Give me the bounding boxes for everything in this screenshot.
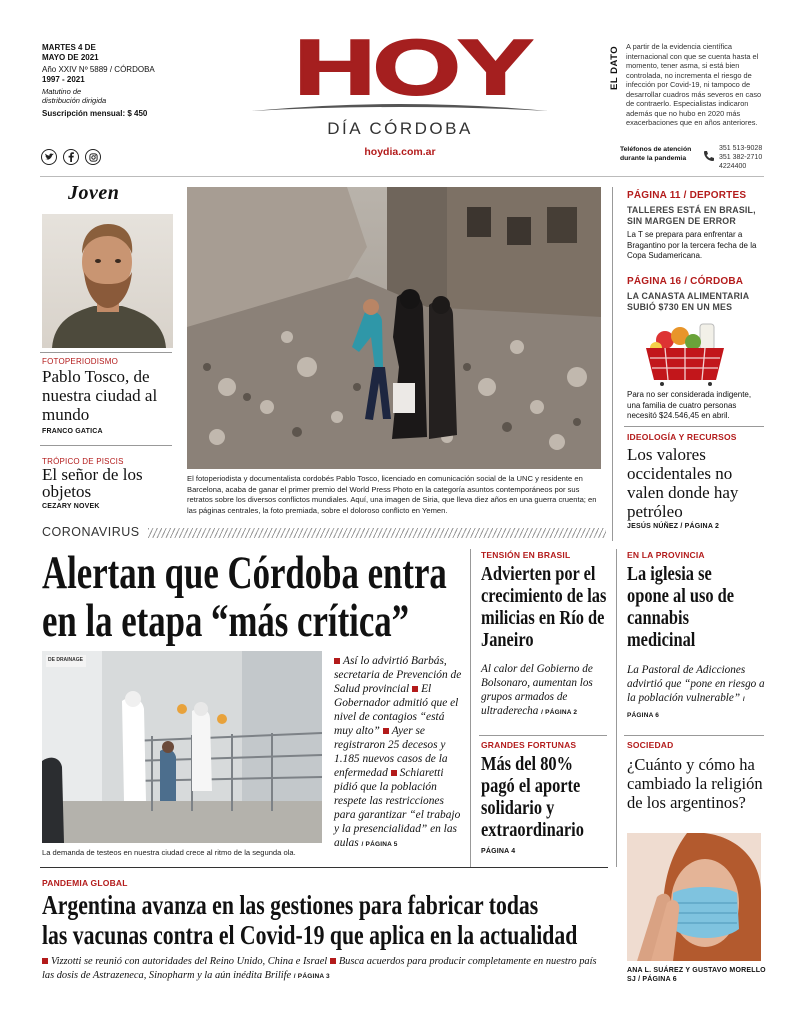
phone-number: 351 382-2710 xyxy=(719,153,763,161)
story-text-body: Al calor del Gobierno de Bolsonaro, aumentan los grupos armados de ultraderecha xyxy=(481,663,593,717)
el-dato-text: A partir de la evidencia científica internacional con que se cuenta hasta el momento, tener asma, si está bien controlada, no incrementa el riesgo de infección por Covid-19, ni tampoco de desarrollar cuadros más severos en caso de contraerlo. Especialistas indicaron además que no hubo en 2020 más exacerbaciones que en años anteriores. xyxy=(626,42,762,127)
logo-swoosh xyxy=(250,99,550,119)
bottom-body xyxy=(42,955,602,984)
lead-body-item: El Gobernador admitió que el nivel de contagios “está muy alto” xyxy=(334,683,459,737)
edition-number: Año XXIV Nº 5889 / CÓRDOBA xyxy=(42,65,155,74)
page-ref: / PÁGINA 5 xyxy=(361,841,398,848)
story-title[interactable]: ¿Cuánto y cómo ha cambiado la religión de los argentinos? xyxy=(627,755,763,812)
story-title-text: La iglesia se opone al uso de cannabis medicinal xyxy=(627,563,735,651)
edition-years: 1997 - 2021 xyxy=(42,74,85,84)
story-title[interactable]: El señor de los objetos xyxy=(42,465,143,501)
bottom-headline[interactable] xyxy=(42,890,577,950)
column-divider xyxy=(479,735,607,736)
column-divider xyxy=(624,735,764,736)
lead-photo-sign: DE DRAINAGE xyxy=(48,657,84,663)
instagram-icon[interactable] xyxy=(85,149,101,165)
story-author: ANA L. SUÁREZ Y GUSTAVO MORELLO SJ / PÁGINA 6 xyxy=(627,967,766,983)
story-title[interactable] xyxy=(481,563,611,651)
story-title[interactable]: Pablo Tosco, de nuestra ciudad al mundo xyxy=(42,367,158,424)
author-portrait xyxy=(42,214,173,348)
story-kicker: SOCIEDAD xyxy=(627,740,674,750)
story-author: FRANCO GATICA xyxy=(42,428,103,435)
website-link[interactable]: hoydia.com.ar xyxy=(364,146,436,158)
date-block xyxy=(42,43,172,119)
story-title[interactable] xyxy=(627,563,750,651)
lead-body xyxy=(334,654,462,852)
subscription-price: Suscripción mensual: $ 450 xyxy=(42,109,148,118)
bullet-square xyxy=(383,728,389,734)
page-ref: / PÁGINA 2 xyxy=(541,709,578,716)
masthead-subtitle: DÍA CÓRDOBA xyxy=(327,119,473,138)
bottom-body-item: Busca acuerdos para producir completamente en nuestro país las dosis de Astrazeneca, Sinopharm y la aún inédita Brilife xyxy=(42,956,597,981)
page-ref: / PÁGINA 3 xyxy=(293,973,330,980)
story-kicker: TRÓPICO DE PISCIS xyxy=(42,457,124,466)
mask-prayer-image xyxy=(627,833,761,961)
page-ref: / PÁGINA 6 xyxy=(627,696,745,719)
bottom-divider xyxy=(40,867,608,868)
lead-headline-line: en la etapa “más crítica” xyxy=(42,595,410,647)
phone-icon xyxy=(703,149,715,167)
phones-label: Teléfonos de atención durante la pandemia xyxy=(620,146,692,162)
main-photo xyxy=(187,187,601,469)
page-ref: PÁGINA 4 xyxy=(481,848,516,855)
bottom-body-item: Vizzotti se reunió con autoridades del Reino Unido, China e Israel xyxy=(51,956,328,967)
main-photo-caption: El fotoperiodista y documentalista cordobés Pablo Tosco, licenciado en comunicación social de la UNC y residente en Barcelona, acaba de ganar el primer premio del World Press Photo en la categoría asuntos contemporáneos por sus retratos sobre los diversos conflictos mundiales. Aquí, una imagen de Siria, que lleva diez años en una guerra cruenta; en las páginas centrales, la foto premiada, sobre el doloroso conflicto en Yemen. xyxy=(187,474,597,515)
story-title[interactable] xyxy=(481,753,611,841)
story-kicker: PÁGINA 16 / CÓRDOBA xyxy=(627,276,744,287)
facebook-icon[interactable] xyxy=(63,149,79,165)
date-line-2: MAYO DE 2021 xyxy=(42,52,99,62)
sidebar-divider xyxy=(40,352,172,353)
joven-column-title: Joven xyxy=(68,182,120,204)
bullet-square xyxy=(412,686,418,692)
lead-headline-line: Alertan que Córdoba entra xyxy=(42,547,447,599)
story-title[interactable]: LA CANASTA ALIMENTARIA SUBIÓ $730 EN UN MES xyxy=(627,291,750,312)
photo-right-rule xyxy=(612,187,613,541)
story-text-body: La Pastoral de Adicciones advirtió que “pone en riesgo a la población vulnerable” xyxy=(627,664,765,704)
story-kicker: TENSIÓN EN BRASIL xyxy=(481,550,571,560)
story-kicker: IDEOLOGÍA Y RECURSOS xyxy=(627,432,737,442)
section-label: CORONAVIRUS xyxy=(42,525,140,539)
story-title-text: Advierten por el crecimiento de las milicias en Río de Janeiro xyxy=(481,563,607,651)
story-text: Para no ser considerada indigente, una familia de cuatro personas necesitó $24.546,45 en abril. xyxy=(627,390,752,420)
bullet-square xyxy=(334,658,340,664)
story-text: La T se prepara para enfrentar a Bragantino por la tercera fecha de la Copa Sudamericana. xyxy=(627,230,757,260)
lead-photo-caption: La demanda de testeos en nuestra ciudad crece al ritmo de la segunda ola. xyxy=(42,848,296,857)
story-title[interactable]: Los valores occidentales no valen donde hay petróleo xyxy=(627,445,739,521)
social-links xyxy=(41,149,101,165)
column-rule xyxy=(470,549,471,867)
story-kicker: GRANDES FORTUNAS xyxy=(481,740,577,750)
lead-body-item: Ayer se registraron 25 decesos y 1.185 nuevos casos de la enfermedad xyxy=(334,725,448,779)
story-author: CEZARY NOVEK xyxy=(42,503,100,510)
grocery-basket-image xyxy=(640,318,730,386)
el-dato-label: EL DATO xyxy=(609,45,620,90)
bullet-square xyxy=(42,958,48,964)
story-kicker: PANDEMIA GLOBAL xyxy=(42,878,128,888)
story-title-text: Más del 80% pagó el aporte solidario y extraordinario xyxy=(481,753,584,841)
bottom-headline-line: Argentina avanza en las gestiones para fabricar todas xyxy=(42,889,539,920)
story-text xyxy=(627,663,767,723)
bullet-square xyxy=(391,770,397,776)
story-text xyxy=(481,662,609,720)
phone-number: 4224400 xyxy=(719,162,747,170)
phone-numbers xyxy=(719,145,762,171)
story-title[interactable]: TALLERES ESTÁ EN BRASIL, SIN MARGEN DE ERROR xyxy=(627,205,756,226)
story-author: JESÚS NÚÑEZ / PÁGINA 2 xyxy=(627,523,720,530)
tagline-1: Matutino de xyxy=(42,87,82,96)
bottom-headline-line: las vacunas contra el Covid-19 que aplica en la actualidad xyxy=(42,919,578,950)
sidebar-divider xyxy=(40,445,172,446)
lead-photo xyxy=(42,651,322,843)
lead-body-item: Schiaretti pidió que la población respete las restricciones para garantizar “el trabajo y la presencialidad” en las aulas xyxy=(334,767,461,849)
story-kicker: EN LA PROVINCIA xyxy=(627,550,705,560)
section-hatch xyxy=(148,528,606,538)
sidebar-divider xyxy=(624,426,764,427)
date-line-1: MARTES 4 DE xyxy=(42,43,96,52)
bullet-square xyxy=(330,958,336,964)
lead-body-item: Así lo advirtió Barbás, secretaria de Prevención de Salud provincial xyxy=(334,655,462,695)
lead-headline[interactable] xyxy=(42,549,447,645)
phone-number: 351 513-9028 xyxy=(719,145,763,152)
story-kicker: PÁGINA 11 / DEPORTES xyxy=(627,190,747,201)
logo-text: HOY xyxy=(294,23,531,111)
story-kicker: FOTOPERIODISMO xyxy=(42,357,118,366)
twitter-icon[interactable] xyxy=(41,149,57,165)
column-rule xyxy=(616,549,617,867)
tagline-2: distribución dirigida xyxy=(42,96,107,105)
masthead-divider xyxy=(40,176,764,177)
